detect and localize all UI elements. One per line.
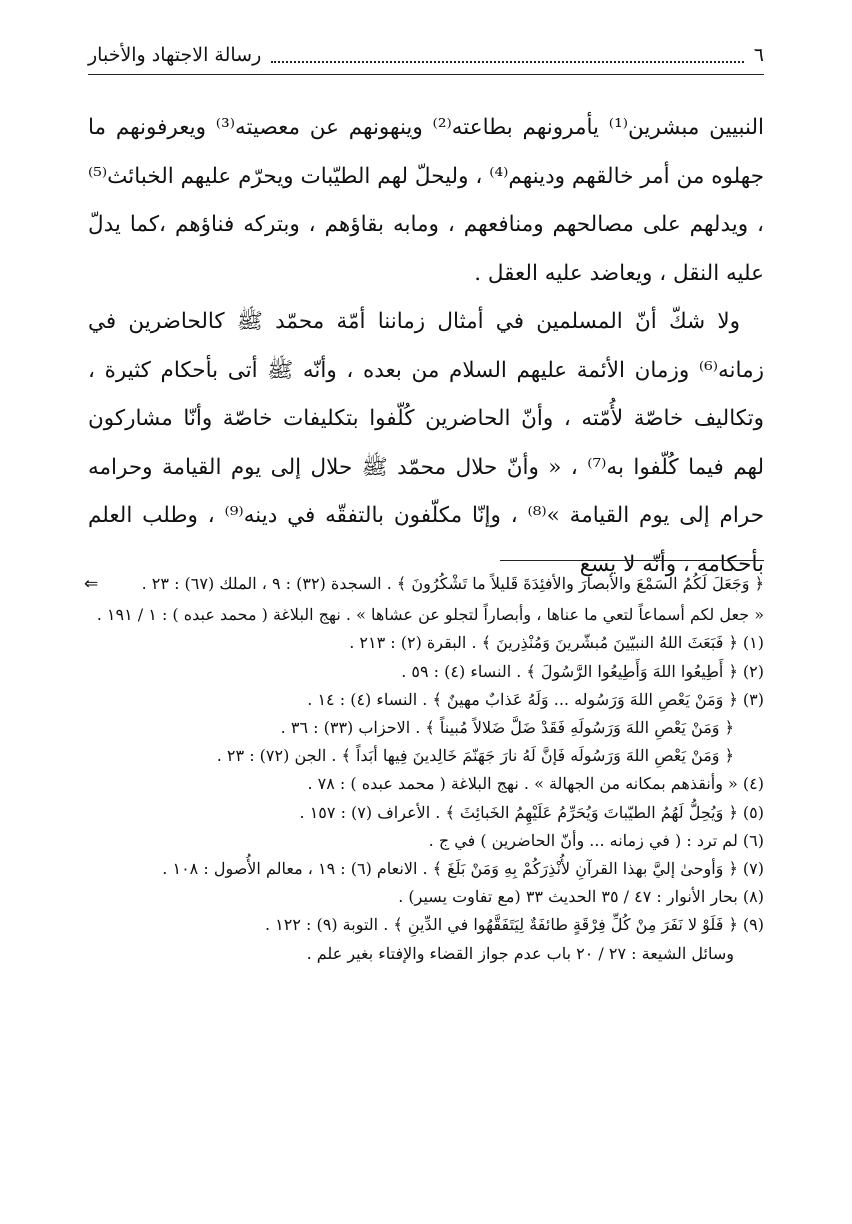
- footnote-3: (٣) ﴿ وَمَنْ يَعْصِ اللهَ وَرَسُوله ... وَلَهُ عَذابٌ مهينٌ ﴾ . النساء (٤) : ١٤ .: [307, 689, 764, 709]
- footnote-1: (١) ﴿ فَبَعَثَ اللهُ النبيّينَ مُبشّرينَ وَمُنْذِرينَ ﴾ . البقرة (٢) : ٢١٣ .: [349, 633, 764, 653]
- main-text: [88, 104, 764, 589]
- footnote-3-line-3: ﴿ وَمَنْ يَعْصِ اللهَ وَرَسُولَه فَإنَّ لَهُ نارَ جَهَنّمَ خَالِدينَ فِيها أبَداً ﴾ . الجن (٧٢) : ٢٣ .: [216, 746, 734, 766]
- footnote-9-line-2: وسائل الشيعة : ٢٧ / ٢٠ باب عدم جواز القضاء والإفتاء بغير علم .: [306, 943, 734, 963]
- footnote-9: (٩) ﴿ فَلَوْ لا نَفَرَ مِنْ كُلِّ فِرْقَةٍ طائفَةٌ لِيَتَفَقَّهُوا في الدِّينِ ﴾ . التوبة (٩) : ١٢٢ .: [264, 915, 764, 935]
- book-title: رسالة الاجتهاد والأخبار: [88, 44, 262, 66]
- footnote-4: (٤) « وأنقذهم بمكانه من الجهالة » . نهج البلاغة ( محمد عبده ) : ٧٨ .: [307, 774, 764, 794]
- footnote-separator: [500, 560, 764, 561]
- footnote-7: (٧) ﴿ وَأوحىٰ إليَّ بهذا القرآنِ لأُنْذِرَكُمْ بِهِ وَمَنْ بَلَغَ ﴾ . الانعام (٦) : ١٩ ، معالم الأُصول : ١٠٨ .: [162, 859, 764, 879]
- footnote-8: (٨) بحار الأنوار : ٤٧ / ٣٥ الحديث ٣٣ (مع تفاوت يسير) .: [398, 887, 764, 907]
- continuation-arrow-icon: ⇐: [84, 574, 99, 594]
- paragraph-1: النبيين مبشرين⁽¹⁾ يأمرونهم بطاعته⁽²⁾ وينهونهم عن معصيته⁽³⁾ ويعرفونهم ما جهلوه من أمر خالقهم ودينهم⁽⁴⁾ ، وليحلّ لهم الطيّبات ويحرّم عليهم الخبائث⁽⁵⁾ ، ويدلهم على مصالحهم ومنافعهم ، ومابه بقاؤهم ، وبتركه فناؤهم ،كما يدلّ عليه النقل ، ويعاضد عليه العقل .: [88, 115, 764, 286]
- footnote-6: (٦) لم ترد : ( في زمانه ... وأنّ الحاضرين ) في ج .: [428, 830, 764, 850]
- footnote-5: (٥) ﴿ وَيُحِلُّ لَهُمُ الطيّباتَ وَيُحَرِّمُ عَلَيْهِمُ الخَبائِثَ ﴾ . الأعراف (٧) : ١٥٧ .: [299, 802, 764, 822]
- footnote-text: ﴿ وَجَعَلَ لَكُمُ السَمْعَ والأبصارَ والأفئِدَةَ قَليلاً ما تَشْكُرُونَ ﴾ . السجدة (٣٢) : ٩ ، الملك (٦٧) : ٢٣ .: [141, 574, 764, 593]
- footnote-3-line-2: ﴿ وَمَنْ يَعْصِ اللهَ وَرَسُولَهِ فَقَدْ ضَلَّ ضَلالاً مُبيناً ﴾ . الاحزاب (٣٣) : ٣٦ .: [280, 718, 734, 738]
- page-number: ٦: [753, 44, 764, 66]
- footnote-continuation-1: [84, 570, 764, 598]
- running-header: [88, 38, 764, 72]
- footnotes: [84, 570, 764, 968]
- paragraph-2: ولا شكّ أنّ المسلمين في أمثال زماننا أمّة محمّد ﷺ كالحاضرين في زمانه⁽⁶⁾ وزمان الأئمة عليهم السلام من بعده ، وأنّه ﷺ أتى بأحكام كثيرة ، وتكاليف خاصّة لأُمّته ، وأنّ الحاضرين كُلّفوا بتكليفات خاصّة وأنّا مشاركون لهم فيما كُلّفوا به⁽⁷⁾ ، « وأنّ حلال محمّد ﷺ حلال إلى يوم القيامة وحرامه حرام إلى يوم القيامة »⁽⁸⁾ ، وإنّا مكلّفون بالتفقّه في دينه⁽⁹⁾ ، وطلب العلم بأحكامه ، وأنّه لا يسع: [88, 309, 764, 577]
- header-rule: [88, 74, 764, 75]
- footnote-2: (٢) ﴿ أَطِيعُوا اللهَ وَأَطِيعُوا الرَّسُولَ ﴾ . النساء (٤) : ٥٩ .: [401, 661, 764, 681]
- leader-dots: [271, 47, 744, 63]
- footnote-continuation-2: « جعل لكم أسماعاً لتعي ما عناها ، وأبصاراً لتجلو عن عشاها » . نهج البلاغة ( محمد عبده ) : ١ / ١٩١ .: [96, 605, 764, 625]
